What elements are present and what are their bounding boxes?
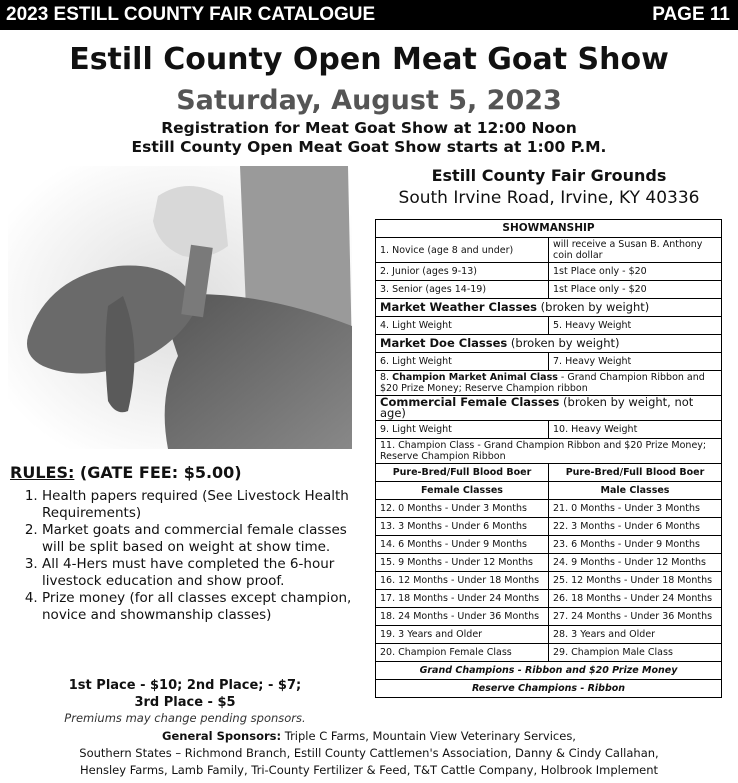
champion-market-cell (376, 371, 722, 396)
registration-info (0, 119, 738, 157)
class-cell: 17. 18 Months - Under 24 Months (376, 590, 549, 608)
commercial-champion-cell: 11. Champion Class - Grand Champion Ribbon and $20 Prize Money; Reserve Champion Ribbon (376, 439, 722, 464)
class-cell: 25. 12 Months - Under 18 Months (549, 572, 722, 590)
prize-amounts-third (10, 693, 360, 712)
rules-section (10, 463, 360, 624)
premiums-note: Premiums may change pending sponsors. (64, 711, 306, 725)
start-time-line: Estill County Open Meat Goat Show starts at 1:00 P.M. (131, 138, 607, 156)
table-row (376, 371, 722, 396)
female-classes-header: Female Classes (376, 482, 549, 500)
grand-champions-cell: Grand Champions - Ribbon and $20 Prize Money (376, 662, 722, 680)
showmanship-header: SHOWMANSHIP (376, 220, 722, 238)
show-title: Estill County Open Meat Goat Show (69, 42, 669, 77)
class-cell: 28. 3 Years and Older (549, 626, 722, 644)
prize-cell: will receive a Susan B. Anthony coin dollar (549, 238, 722, 263)
section-title: Market Doe Classes (380, 336, 508, 350)
class-cell: 16. 12 Months - Under 18 Months (376, 572, 549, 590)
class-cell: 5. Heavy Weight (549, 317, 722, 335)
class-cell: 18. 24 Months - Under 36 Months (376, 608, 549, 626)
rules-list (10, 488, 360, 623)
class-number: 8. (380, 372, 393, 383)
class-cell: 3. Senior (ages 14-19) (376, 281, 549, 299)
section-title: Market Weather Classes (380, 300, 537, 314)
list-item: 4. Prize money (for all classes except champion, novice and showmanship classes) (42, 590, 360, 623)
table-row (376, 353, 722, 371)
sponsor-line: Triple C Farms, Mountain View Veterinary Services, (281, 729, 576, 743)
venue-address: South Irvine Road, Irvine, KY 40336 (398, 188, 700, 208)
sponsors (0, 728, 738, 779)
list-item: 2. Market goats and commercial female classes will be split based on weight at show time. (42, 522, 360, 555)
section-note: (broken by weight) (537, 300, 650, 314)
class-cell: 21. 0 Months - Under 3 Months (549, 500, 722, 518)
goat-photo (8, 166, 352, 449)
sponsors-label: General Sponsors: (162, 729, 282, 743)
table-row (376, 518, 722, 536)
page-header (0, 0, 738, 30)
table-row (376, 554, 722, 572)
class-cell: 20. Champion Female Class (376, 644, 549, 662)
class-table (375, 219, 722, 698)
table-row (376, 536, 722, 554)
prize-cell: 1st Place only - $20 (549, 263, 722, 281)
class-cell: 27. 24 Months - Under 36 Months (549, 608, 722, 626)
class-cell: 4. Light Weight (376, 317, 549, 335)
rules-label: RULES: (10, 463, 75, 482)
section-title: Commercial Female Classes (380, 395, 560, 409)
commercial-header (376, 396, 722, 421)
section-note: (broken by weight, not age) (380, 395, 694, 420)
prize-cell: 1st Place only - $20 (549, 281, 722, 299)
class-cell: 15. 9 Months - Under 12 Months (376, 554, 549, 572)
boer-header-male: Pure-Bred/Full Blood Boer (549, 464, 722, 482)
male-classes-header: Male Classes (549, 482, 722, 500)
class-cell: 26. 18 Months - Under 24 Months (549, 590, 722, 608)
class-cell: 19. 3 Years and Older (376, 626, 549, 644)
class-cell: 29. Champion Male Class (549, 644, 722, 662)
list-item: 1. Health papers required (See Livestock Health Requirements) (42, 488, 360, 521)
venue (368, 166, 730, 210)
market-doe-header (376, 335, 722, 353)
show-date: Saturday, August 5, 2023 (176, 85, 562, 116)
champion-class-detail: - Grand Champion Ribbon and $20 Prize Money; Reserve Champion ribbon (380, 372, 705, 394)
sponsor-line: Hensley Farms, Lamb Family, Tri-County Fertilizer & Feed, T&T Cattle Company, Holbrook Implement (79, 763, 659, 777)
table-row (376, 263, 722, 281)
class-cell: 10. Heavy Weight (549, 421, 722, 439)
table-row (376, 626, 722, 644)
table-row (376, 281, 722, 299)
catalogue-title: 2023 ESTILL COUNTY FAIR CATALOGUE (6, 4, 376, 25)
list-item: 3. All 4-Hers must have completed the 6-hour livestock education and show proof. (42, 556, 360, 589)
class-cell: 9. Light Weight (376, 421, 549, 439)
gate-fee: (GATE FEE: $5.00) (74, 463, 242, 482)
table-row (376, 644, 722, 662)
class-cell: 7. Heavy Weight (549, 353, 722, 371)
class-cell: 24. 9 Months - Under 12 Months (549, 554, 722, 572)
class-cell: 13. 3 Months - Under 6 Months (376, 518, 549, 536)
section-note: (broken by weight) (507, 336, 620, 350)
table-row (376, 317, 722, 335)
prize-line: 3rd Place - $5 (134, 695, 236, 710)
class-cell: 22. 3 Months - Under 6 Months (549, 518, 722, 536)
class-cell: 6. Light Weight (376, 353, 549, 371)
market-weather-header (376, 299, 722, 317)
table-row (376, 421, 722, 439)
page-number: PAGE 11 (652, 4, 730, 25)
venue-name: Estill County Fair Grounds (431, 166, 667, 185)
prize-line: 1st Place - $10; 2nd Place; - $7; (68, 678, 302, 693)
table-row (376, 500, 722, 518)
class-cell: 12. 0 Months - Under 3 Months (376, 500, 549, 518)
champion-class-title: Champion Market Animal Class (392, 372, 558, 383)
boer-header-female: Pure-Bred/Full Blood Boer (376, 464, 549, 482)
table-row (376, 238, 722, 263)
reserve-champions-cell: Reserve Champions - Ribbon (376, 680, 722, 698)
class-cell: 1. Novice (age 8 and under) (376, 238, 549, 263)
table-row (376, 608, 722, 626)
class-cell: 23. 6 Months - Under 9 Months (549, 536, 722, 554)
sponsor-line: Southern States – Richmond Branch, Estill County Cattlemen's Association, Danny & Cindy Callahan, (79, 746, 659, 760)
table-row (376, 439, 722, 464)
table-row (376, 572, 722, 590)
registration-line: Registration for Meat Goat Show at 12:00 Noon (161, 119, 577, 137)
class-cell: 14. 6 Months - Under 9 Months (376, 536, 549, 554)
table-row (376, 590, 722, 608)
class-cell: 2. Junior (ages 9-13) (376, 263, 549, 281)
rules-heading (10, 463, 360, 482)
